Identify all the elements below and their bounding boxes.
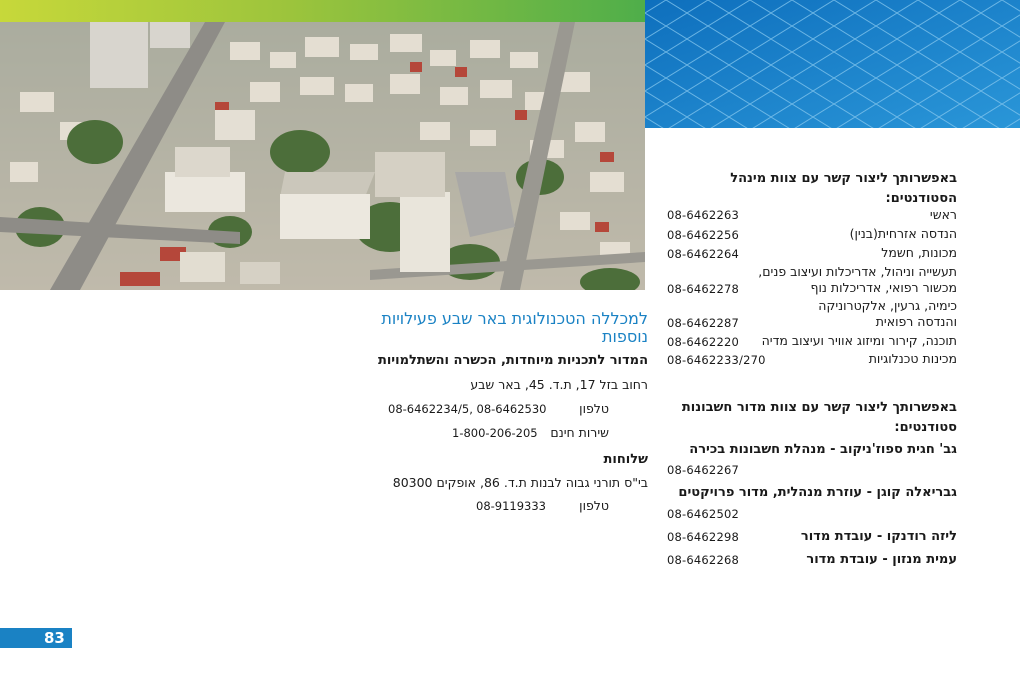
branches-address: בי"ס תורני גבוה לבנות ת.ד. 86, אופקים 80300	[392, 475, 648, 490]
admin-row-label: ראשי	[929, 207, 957, 222]
accounts-heading-line-2: סטודנטים:	[894, 420, 957, 435]
admin-row-phone: 08-6462220	[667, 335, 739, 349]
admin-row-label: הנדסה אזרחית(בנין)	[849, 226, 957, 241]
blue-diamond-pattern	[645, 0, 1020, 128]
programs-address: רחוב בזל 17, ת.ד. 45, באר שבע	[470, 377, 648, 392]
admin-row-label: תוכנה, קירור ומיזוג אוויר ועיצוב מדיה	[761, 333, 957, 348]
accounts-person-name: גבריאלה קוגן - עוזרת מנהלית, מדור פרויקטים	[678, 485, 957, 500]
admin-heading-line-1: באפשרותך ליצור קשר עם צוות מינהל	[730, 171, 957, 186]
accounts-person-phone: 08-6462502	[667, 507, 739, 521]
admin-row-phone: 08-6462233/270	[667, 353, 766, 367]
admin-heading-line-2: הסטודנטים:	[885, 191, 957, 206]
admin-row-label-line-2: והנדסה רפואית	[875, 314, 957, 329]
branches-heading: שלוחות	[603, 452, 648, 467]
accounts-person-phone: 08-6462268	[667, 553, 739, 567]
admin-row-phone: 08-6462287	[667, 316, 739, 330]
accounts-person-phone: 08-6462267	[667, 463, 739, 477]
admin-row-label: מכונות, חשמל	[881, 245, 957, 260]
accounts-person-name: ליזה רודנקו - עובדת מדור	[800, 529, 957, 544]
page-number: 83	[44, 629, 65, 647]
accounts-person-name: עמית מנזון - עובדת מדור	[806, 552, 957, 567]
programs-phone-value: 08-6462234/5, 08-6462530	[388, 402, 547, 416]
branches-phone-value: 08-9119333	[476, 499, 546, 513]
admin-row-phone: 08-6462263	[667, 208, 739, 222]
programs-heading: המדור לתכניות מיוחדות, הכשרה והשתלמויות	[377, 353, 648, 368]
top-green-bar	[0, 0, 645, 22]
programs-phone-label: טלפון	[579, 401, 609, 416]
accounts-person-phone: 08-6462298	[667, 530, 739, 544]
admin-row-label-line-1: כימיה, גרעין, אלקטרוניקה	[818, 298, 957, 313]
admin-row-label: מכינות טכנלוגיות	[868, 351, 957, 366]
admin-row-phone: 08-6462256	[667, 228, 739, 242]
programs-tollfree-label: שירות חינם	[550, 425, 609, 440]
section-title-line-1: למכללה הטכנולוגית באר שבע פעילויות	[381, 309, 648, 328]
admin-row-phone: 08-6462264	[667, 247, 739, 261]
campus-aerial-photo	[0, 22, 645, 290]
programs-tollfree-value: 1-800-206-205	[452, 426, 538, 440]
admin-row-phone: 08-6462278	[667, 282, 739, 296]
section-title-line-2: נוספות	[601, 327, 648, 346]
branches-phone-label: טלפון	[579, 498, 609, 513]
section-title	[381, 310, 648, 346]
admin-row-label-line-2: מכשור רפואי, אדריכלות נוף	[810, 280, 957, 295]
admin-row-label-line-1: תעשייה וניהול, אדריכלות ועיצוב פנים,	[758, 264, 957, 279]
accounts-heading-line-1: באפשרותך ליצור קשר עם צוות מדור חשבונות	[681, 400, 957, 415]
accounts-person-name: גב' חגית ספוז'ניקוב - מנהלת חשבונות בכירה	[689, 442, 957, 457]
